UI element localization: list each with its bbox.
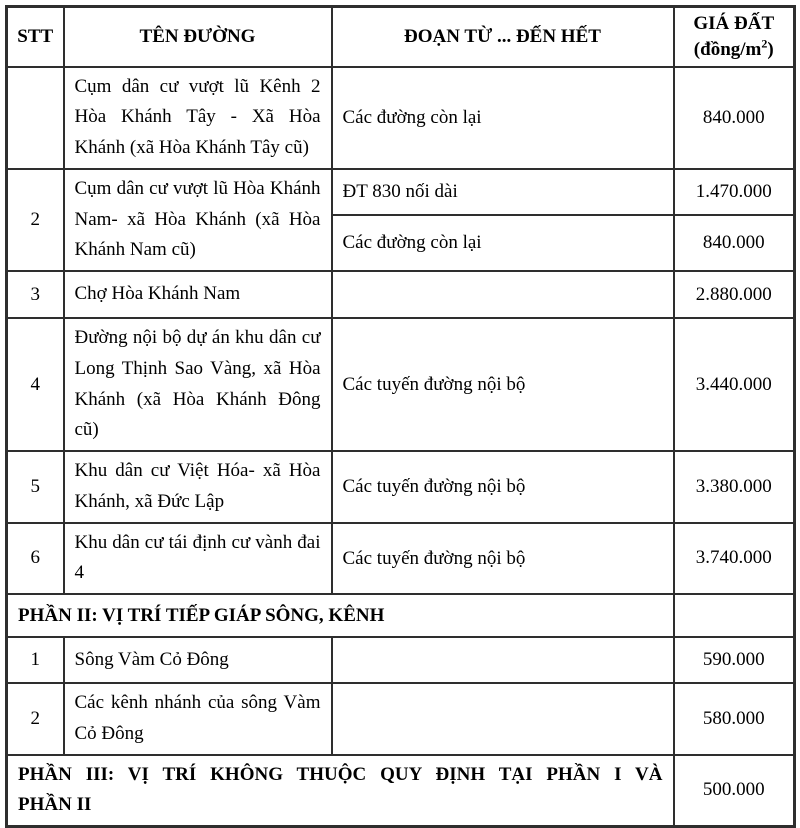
section-3-price-cell: 500.000 <box>674 755 795 826</box>
stt-cell: 2 <box>7 683 64 755</box>
price-cell: 580.000 <box>674 683 795 755</box>
street-name-cell: Các kênh nhánh của sông Vàm Cỏ Đông <box>64 683 332 755</box>
street-name-cell: Sông Vàm Cỏ Đông <box>64 637 332 683</box>
stt-cell: 4 <box>7 318 64 451</box>
header-price-unit-open: (đồng/m <box>693 38 762 60</box>
header-price <box>674 7 795 67</box>
street-name-cell: Đường nội bộ dự án khu dân cư Long Thịnh Sao Vàng, xã Hòa Khánh (xã Hòa Khánh Đông cũ) <box>64 318 332 451</box>
section-3-title-line-1: PHẦN III: VỊ TRÍ KHÔNG THUỘC QUY ĐỊNH TẠI PHẦN I VÀ <box>18 763 663 785</box>
table-row <box>7 637 795 683</box>
header-street-name: TÊN ĐƯỜNG <box>64 7 332 67</box>
price-cell: 840.000 <box>674 215 795 271</box>
segment-cell: Các tuyến đường nội bộ <box>332 523 674 595</box>
stt-cell <box>7 67 64 169</box>
segment-cell: Các đường còn lại <box>332 67 674 169</box>
price-cell: 2.880.000 <box>674 271 795 318</box>
table-header-row <box>7 7 795 67</box>
table-row <box>7 271 795 318</box>
price-cell: 3.380.000 <box>674 451 795 523</box>
section-2-title: PHẦN II: VỊ TRÍ TIẾP GIÁP SÔNG, KÊNH <box>7 594 674 637</box>
price-cell: 840.000 <box>674 67 795 169</box>
segment-cell: Các tuyến đường nội bộ <box>332 318 674 451</box>
table-row <box>7 451 795 523</box>
header-price-unit <box>679 37 790 63</box>
section-2-price-cell <box>674 594 795 637</box>
section-3-title <box>7 755 674 826</box>
street-name-cell: Cụm dân cư vượt lũ Kênh 2 Hòa Khánh Tây - Xã Hòa Khánh (xã Hòa Khánh Tây cũ) <box>64 67 332 169</box>
header-stt: STT <box>7 7 64 67</box>
segment-cell: Các đường còn lại <box>332 215 674 271</box>
table-row <box>7 67 795 169</box>
street-name-cell: Khu dân cư Việt Hóa- xã Hòa Khánh, xã Đức Lập <box>64 451 332 523</box>
stt-cell: 5 <box>7 451 64 523</box>
header-price-title: GIÁ ĐẤT <box>693 13 775 35</box>
table-row <box>7 169 795 215</box>
header-segment: ĐOẠN TỪ ... ĐẾN HẾT <box>332 7 674 67</box>
land-price-table <box>5 5 796 828</box>
section-2-header-row <box>7 594 795 637</box>
street-name-cell: Cụm dân cư vượt lũ Hòa Khánh Nam- xã Hòa Khánh (xã Hòa Khánh Nam cũ) <box>64 169 332 271</box>
header-price-unit-close: ) <box>767 38 774 60</box>
price-cell: 3.440.000 <box>674 318 795 451</box>
segment-cell <box>332 637 674 683</box>
segment-cell <box>332 683 674 755</box>
header-price-unit-superscript: 2 <box>761 36 768 51</box>
section-3-row <box>7 755 795 826</box>
stt-cell: 2 <box>7 169 64 271</box>
street-name-cell: Chợ Hòa Khánh Nam <box>64 271 332 318</box>
table-row <box>7 318 795 451</box>
segment-cell: ĐT 830 nối dài <box>332 169 674 215</box>
street-name-cell: Khu dân cư tái định cư vành đai 4 <box>64 523 332 595</box>
price-cell: 590.000 <box>674 637 795 683</box>
segment-cell <box>332 271 674 318</box>
section-3-title-line-2: PHẦN II <box>18 794 92 816</box>
segment-cell: Các tuyến đường nội bộ <box>332 451 674 523</box>
stt-cell: 3 <box>7 271 64 318</box>
stt-cell: 6 <box>7 523 64 595</box>
price-cell: 3.740.000 <box>674 523 795 595</box>
stt-cell: 1 <box>7 637 64 683</box>
table-row <box>7 683 795 755</box>
table-row <box>7 523 795 595</box>
price-cell: 1.470.000 <box>674 169 795 215</box>
